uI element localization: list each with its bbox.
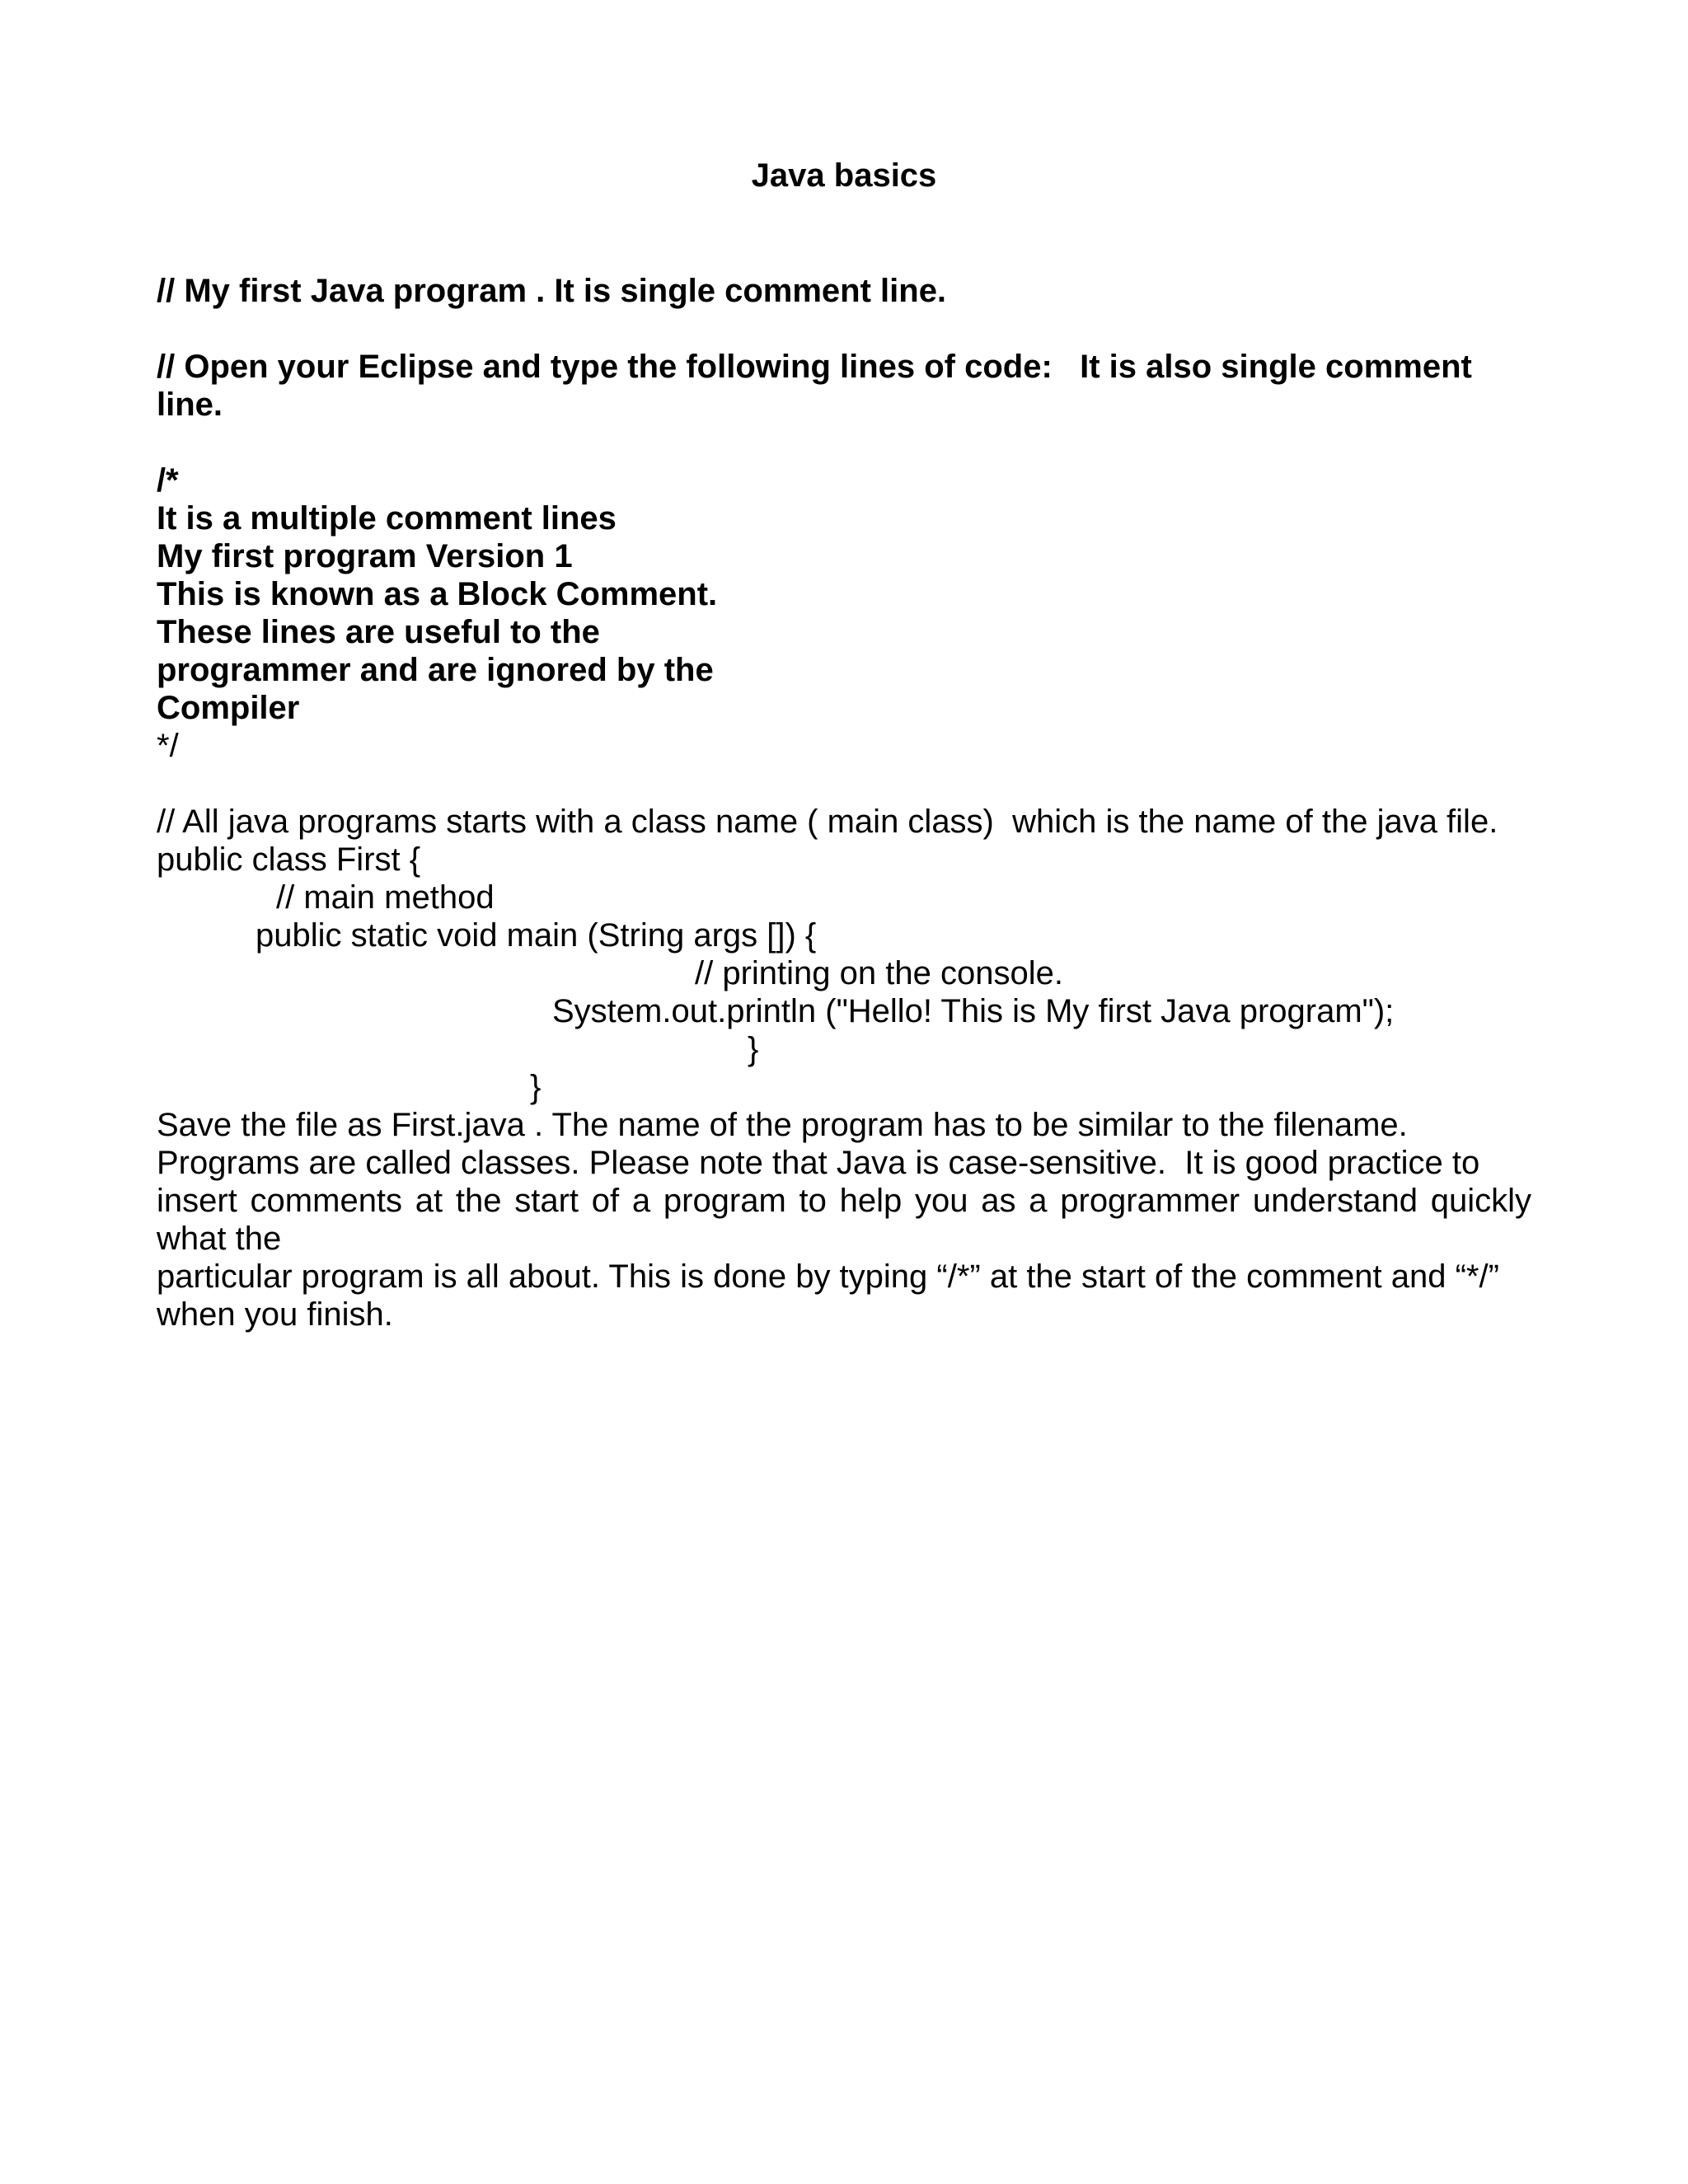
block-comment-line: programmer and are ignored by the: [157, 652, 714, 688]
class-declaration: public class First {: [157, 841, 421, 878]
main-method-comment: // main method: [276, 879, 495, 916]
block-comment-line: Compiler: [157, 690, 300, 726]
block-comment-line: It is a multiple comment lines: [157, 500, 617, 537]
main-method-declaration: public static void main (String args []) {: [256, 917, 817, 954]
note-line: Save the file as First.java . The name of the program has to be similar to the filename.: [157, 1107, 1408, 1143]
page-title: Java basics: [751, 157, 937, 194]
note-line: when you finish.: [157, 1296, 393, 1333]
block-comment-line: This is known as a Block Comment.: [157, 576, 718, 612]
block-comment-start: /*: [157, 462, 179, 499]
note-line: particular program is all about. This is done by typing “/*” at the start of the comment and “*/”: [157, 1258, 1499, 1295]
block-comment-line: These lines are useful to the: [157, 614, 600, 650]
class-comment: // All java programs starts with a class name ( main class) which is the name of the java file.: [157, 804, 1498, 840]
single-comment-line-2-cont: line.: [157, 387, 223, 423]
note-line: what the: [157, 1221, 282, 1257]
note-line-justified: insert comments at the start of a program to help you as a programmer understand quickly: [157, 1183, 1531, 1219]
print-comment: // printing on the console.: [695, 955, 1063, 991]
closing-brace-inner: }: [748, 1031, 759, 1067]
single-comment-line-2: // Open your Eclipse and type the following lines of code: It is also single comment: [157, 349, 1472, 385]
note-line: Programs are called classes. Please note that Java is case-sensitive. It is good practice to: [157, 1145, 1480, 1181]
single-comment-line-1: // My first Java program . It is single comment line.: [157, 273, 947, 309]
print-statement: System.out.println ("Hello! This is My first Java program");: [552, 993, 1395, 1029]
block-comment-end: */: [157, 728, 179, 764]
block-comment-line: My first program Version 1: [157, 538, 573, 574]
closing-brace-outer: }: [530, 1069, 542, 1105]
